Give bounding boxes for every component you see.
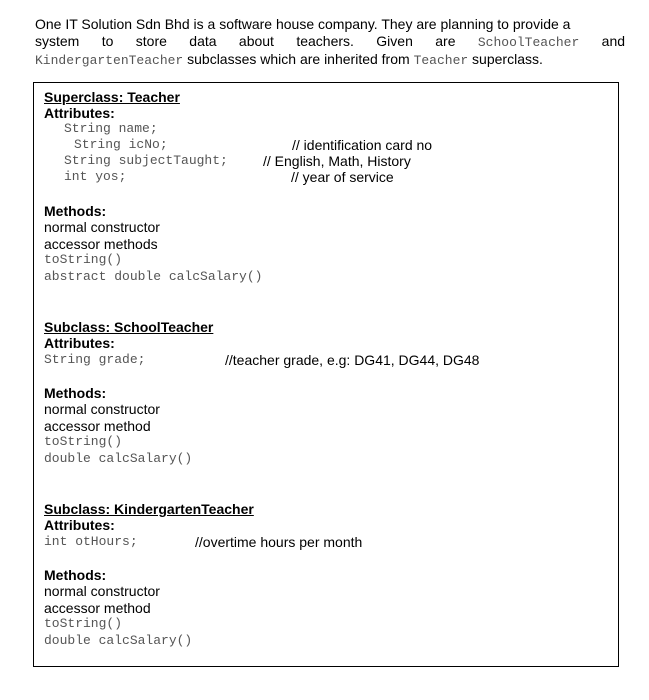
intro-text: subclasses which are inherited from xyxy=(183,51,414,67)
schoolteacher-attr-grade-comment: //teacher grade, e.g: DG41, DG44, DG48 xyxy=(225,352,480,368)
intro-word: data xyxy=(189,33,217,49)
intro-word: are xyxy=(435,33,456,49)
teacher-method-constructor: normal constructor xyxy=(44,219,160,235)
schoolteacher-methods-label: Methods: xyxy=(44,385,107,401)
intro-word: and xyxy=(601,33,626,49)
kindergartenteacher-method-tostring: toString() xyxy=(44,616,123,631)
kindergartenteacher-attributes-label: Attributes: xyxy=(44,517,115,533)
teacher-attr-name: String name; xyxy=(64,121,158,136)
kindergartenteacher-methods-label: Methods: xyxy=(44,567,107,583)
intro-word: teachers. xyxy=(296,33,354,49)
intro-word: Given xyxy=(376,33,413,49)
intro-text: superclass. xyxy=(468,51,543,67)
intro-code-kindergartenteacher: KindergartenTeacher xyxy=(35,53,184,68)
intro-word: system xyxy=(35,33,80,49)
teacher-attr-subject-comment: // English, Math, History xyxy=(263,153,411,169)
kindergartenteacher-method-accessor: accessor method xyxy=(44,600,151,616)
teacher-attr-subject: String subjectTaught; xyxy=(64,153,228,168)
kindergartenteacher-method-calcsalary: double calcSalary() xyxy=(44,633,193,648)
teacher-attr-icno-comment: // identification card no xyxy=(292,137,433,153)
teacher-method-calcsalary: abstract double calcSalary() xyxy=(44,269,263,284)
intro-line-3 xyxy=(35,51,625,69)
teacher-method-accessor: accessor methods xyxy=(44,236,158,252)
intro-line-1: One IT Solution Sdn Bhd is a software house company. They are planning to provide a xyxy=(35,16,571,32)
teacher-methods-label: Methods: xyxy=(44,203,107,219)
kindergartenteacher-attr-othours-comment: //overtime hours per month xyxy=(195,534,363,550)
teacher-heading: Superclass: Teacher xyxy=(44,89,180,105)
schoolteacher-method-accessor: accessor method xyxy=(44,418,151,434)
teacher-attr-icno: String icNo; xyxy=(74,137,168,152)
schoolteacher-method-calcsalary: double calcSalary() xyxy=(44,451,193,466)
intro-code-schoolteacher: SchoolTeacher xyxy=(477,35,580,50)
kindergartenteacher-heading: Subclass: KindergartenTeacher xyxy=(44,501,254,517)
teacher-attr-yos: int yos; xyxy=(64,169,127,184)
intro-code-teacher: Teacher xyxy=(413,53,469,68)
teacher-method-tostring: toString() xyxy=(44,252,123,267)
teacher-attributes-label: Attributes: xyxy=(44,105,115,121)
intro-word: store xyxy=(135,33,167,49)
schoolteacher-attr-grade: String grade; xyxy=(44,352,146,367)
schoolteacher-method-constructor: normal constructor xyxy=(44,401,160,417)
intro-word: to xyxy=(101,33,114,49)
schoolteacher-attributes-label: Attributes: xyxy=(44,335,115,351)
schoolteacher-method-tostring: toString() xyxy=(44,434,123,449)
class-specification-box xyxy=(33,82,619,667)
intro-paragraph xyxy=(35,16,625,69)
intro-word: about xyxy=(238,33,274,49)
kindergartenteacher-attr-othours: int otHours; xyxy=(44,534,138,549)
teacher-attr-yos-comment: // year of service xyxy=(291,169,394,185)
intro-line-2 xyxy=(35,33,625,51)
schoolteacher-heading: Subclass: SchoolTeacher xyxy=(44,319,214,335)
kindergartenteacher-method-constructor: normal constructor xyxy=(44,583,160,599)
